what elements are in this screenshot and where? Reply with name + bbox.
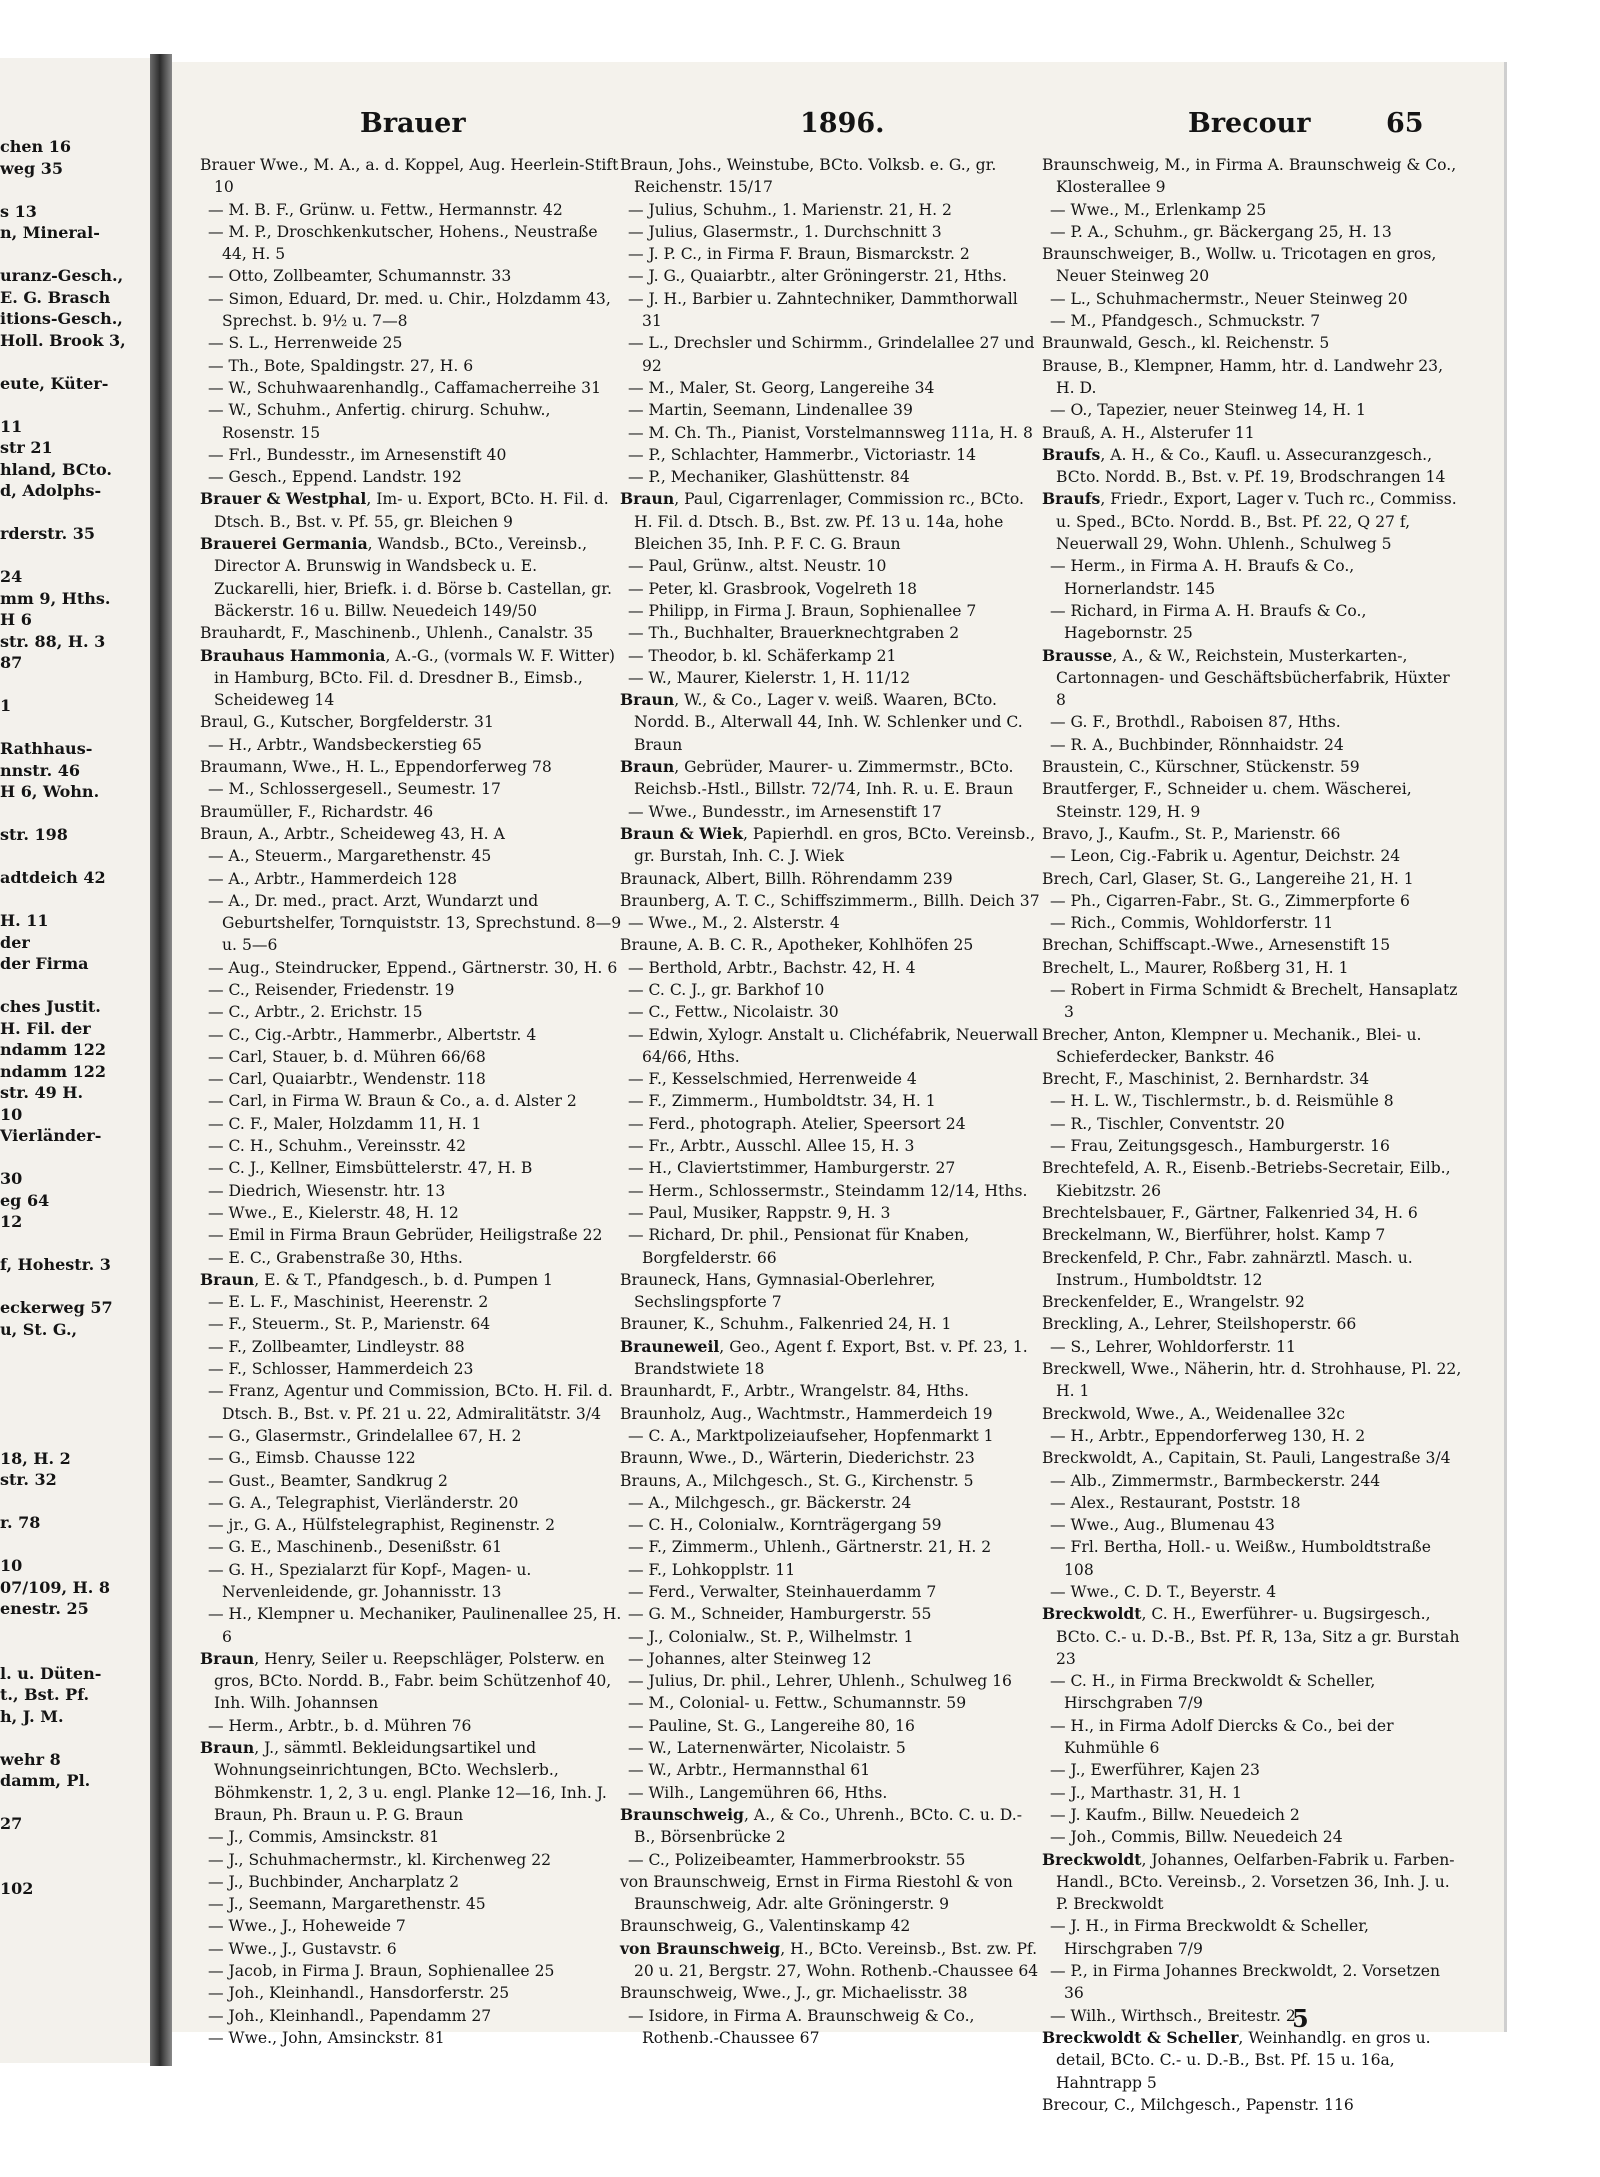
directory-entry: Brausse, A., & W., Reichstein, Musterkarten-, Cartonnagen- und Geschäftsbücherfabrik, Hüxter 8 bbox=[1042, 645, 1450, 710]
book-gutter bbox=[150, 54, 172, 2066]
facing-page-line: eute, Küter- bbox=[0, 373, 109, 393]
facing-page-line: 18, H. 2 bbox=[0, 1448, 71, 1468]
directory-entry: — W., Laternenwärter, Nicolaistr. 5 bbox=[628, 1739, 906, 1758]
directory-entry: — G. E., Maschinenb., Desenißstr. 61 bbox=[208, 1538, 502, 1557]
header-right-word: Brecour bbox=[1188, 108, 1311, 139]
directory-entry: Bravo, J., Kaufm., St. P., Marienstr. 66 bbox=[1042, 824, 1341, 843]
directory-entry: Breckwoldt, C. H., Ewerführer- u. Bugsirgesch., BCto. C.- u. D.-B., Bst. Pf. R, 13a, Sitz a gr. Burstah 23 bbox=[1042, 1604, 1460, 1668]
directory-entry: — M., Maler, St. Georg, Langereihe 34 bbox=[628, 378, 935, 397]
facing-page-line: str. 198 bbox=[0, 825, 68, 844]
directory-entry: — F., Schlosser, Hammerdeich 23 bbox=[208, 1360, 474, 1379]
directory-entry: Brech, Carl, Glaser, St. G., Langereihe 21, H. 1 bbox=[1042, 869, 1414, 888]
directory-entry: — M. B. F., Grünw. u. Fettw., Hermannstr. 42 bbox=[208, 200, 563, 219]
directory-entry: Braunschweig, M., in Firma A. Braunschweig & Co., Klosterallee 9 bbox=[1042, 156, 1457, 197]
directory-entry: — J., Marthastr. 31, H. 1 bbox=[1050, 1783, 1242, 1802]
directory-entry: — M., Colonial- u. Fettw., Schumannstr. 59 bbox=[628, 1694, 967, 1713]
facing-page-line: eckerweg 57 bbox=[0, 1298, 113, 1317]
directory-entry: — Wwe., J., Gustavstr. 6 bbox=[208, 1939, 397, 1958]
directory-entry: — Paul, Musiker, Rappstr. 9, H. 3 bbox=[628, 1203, 891, 1222]
facing-page-line: mm 9, Hths. bbox=[0, 588, 111, 608]
facing-page-lines bbox=[0, 136, 152, 1899]
directory-entry: — Ferd., Verwalter, Steinhauerdamm 7 bbox=[628, 1583, 937, 1601]
directory-entry: von Braunschweig, H., BCto. Vereinsb., Bst. zw. Pf. 20 u. 21, Bergstr. 27, Wohn. Rothenb.-Chaussee 64 bbox=[620, 1938, 1039, 1981]
directory-entry: — Robert in Firma Schmidt & Brechelt, Hansaplatz 3 bbox=[1050, 980, 1458, 1022]
facing-page-line: str. 88, H. 3 bbox=[0, 631, 106, 651]
directory-entry: Braun, Paul, Cigarrenlager, Commission rc., BCto. H. Fil. d. Dtsch. B., Bst. zw. Pf. 13 u. 14a, hohe Bleichen 35, Inh. P. F. C. G. Braun bbox=[620, 489, 1024, 554]
directory-entry: Brauß, A. H., Alsterufer 11 bbox=[1042, 423, 1255, 442]
facing-page-line bbox=[0, 545, 152, 567]
directory-entry: Brauhardt, F., Maschinenb., Uhlenh., Canalstr. 35 bbox=[200, 624, 594, 643]
directory-entry: — A., Milchgesch., gr. Bäckerstr. 24 bbox=[628, 1493, 912, 1512]
directory-entry: — Wwe., Bundesstr., im Arnesenstift 17 bbox=[628, 802, 942, 821]
facing-page-line: t., Bst. Pf. bbox=[0, 1685, 90, 1704]
directory-entry: — Wwe., Aug., Blumenau 43 bbox=[1050, 1516, 1275, 1535]
facing-page-line bbox=[0, 1835, 152, 1857]
directory-entry: Brechan, Schiffscapt.-Wwe., Arnesenstift 15 bbox=[1042, 936, 1391, 955]
facing-page-line: str. 49 H. bbox=[0, 1083, 84, 1102]
facing-page-line: n, Mineral- bbox=[0, 223, 100, 242]
directory-entry: — H., in Firma Adolf Diercks & Co., bei der Kuhmühle 6 bbox=[1050, 1716, 1394, 1758]
directory-entry: Braunberg, A. T. C., Schiffszimmerm., Billh. Deich 37 bbox=[620, 891, 1040, 910]
directory-entry: — Martin, Seemann, Lindenallee 39 bbox=[628, 401, 913, 420]
directory-entry: Breckwoldt & Scheller, Weinhandlg. en gros u. detail, BCto. C.- u. D.-B., Bst. Pf. 15 u. 16a, Hahntrapp 5 bbox=[1042, 2027, 1431, 2092]
directory-entry: Brauns, A., Milchgesch., St. G., Kirchenstr. 5 bbox=[620, 1471, 974, 1490]
facing-page-line: 27 bbox=[0, 1814, 23, 1833]
directory-entry: — P. A., Schuhm., gr. Bäckergang 25, H. 13 bbox=[1050, 222, 1392, 241]
directory-entry: — Richard, in Firma A. H. Braufs & Co., Hagebornstr. 25 bbox=[1050, 601, 1367, 643]
facing-page-line: str. 32 bbox=[0, 1470, 57, 1489]
directory-entry: — Gesch., Eppend. Landstr. 192 bbox=[208, 468, 462, 487]
directory-entry: — Richard, Dr. phil., Pensionat für Knaben, Borgfelderstr. 66 bbox=[628, 1226, 970, 1267]
directory-entry: — C. J., Kellner, Eimsbüttelerstr. 47, H. B bbox=[208, 1159, 533, 1178]
directory-entry: — Wwe., E., Kielerstr. 48, H. 12 bbox=[208, 1203, 459, 1222]
facing-page-line bbox=[0, 1276, 152, 1298]
directory-entry: — P., in Firma Johannes Breckwoldt, 2. Vorsetzen 36 bbox=[1050, 1962, 1440, 2003]
directory-entry: — L., Drechsler und Schirmm., Grindelallee 27 und 92 bbox=[628, 334, 1035, 375]
facing-page-line: itions-Gesch., bbox=[0, 309, 123, 328]
directory-entry: Braumann, Wwe., H. L., Eppendorferweg 78 bbox=[200, 758, 552, 777]
directory-entry: — Jacob, in Firma J. Braun, Sophienallee 25 bbox=[208, 1962, 555, 1981]
directory-entry: — A., Arbtr., Hammerdeich 128 bbox=[208, 869, 458, 888]
directory-entry: — F., Zimmerm., Uhlenh., Gärtnerstr. 21, H. 2 bbox=[628, 1538, 992, 1557]
directory-entry: — Herm., Arbtr., b. d. Mühren 76 bbox=[208, 1716, 472, 1735]
directory-entry: Braunn, Wwe., D., Wärterin, Diederichstr. 23 bbox=[620, 1449, 975, 1468]
directory-entry: — F., Kesselschmied, Herrenweide 4 bbox=[628, 1070, 917, 1089]
directory-entry: Breckwell, Wwe., Näherin, htr. d. Strohhause, Pl. 22, H. 1 bbox=[1042, 1360, 1462, 1401]
facing-page-line bbox=[0, 717, 152, 739]
directory-entry: — Philipp, in Firma J. Braun, Sophienallee 7 bbox=[628, 601, 977, 620]
directory-entry: — Carl, Quaiarbtr., Wendenstr. 118 bbox=[208, 1070, 486, 1089]
directory-entry: von Braunschweig, Ernst in Firma Riestohl & von Braunschweig, Adr. alte Gröningerstr. 9 bbox=[620, 1872, 1013, 1914]
directory-entry: — H., Klempner u. Mechaniker, Paulinenallee 25, H. 6 bbox=[208, 1605, 622, 1646]
directory-entry: — J. P. C., in Firma F. Braun, Bismarckstr. 2 bbox=[628, 245, 970, 264]
directory-entry: — Alb., Zimmermstr., Barmbeckerstr. 244 bbox=[1050, 1471, 1381, 1490]
directory-entry: Brecour, C., Milchgesch., Papenstr. 116 bbox=[1042, 2095, 1354, 2114]
facing-page-line: wehr 8 bbox=[0, 1749, 61, 1769]
directory-entry: — Otto, Zollbeamter, Schumannstr. 33 bbox=[208, 267, 512, 286]
directory-entry: Braunschweig, G., Valentinskamp 42 bbox=[620, 1917, 911, 1936]
directory-entry: — Peter, kl. Grasbrook, Vogelreth 18 bbox=[628, 579, 918, 598]
directory-entry: — Th., Bote, Spaldingstr. 27, H. 6 bbox=[208, 356, 474, 375]
facing-page-line: der bbox=[0, 932, 30, 952]
directory-entry: — W., Schuhwaarenhandlg., Caffamacherreihe 31 bbox=[208, 378, 602, 397]
directory-entry: Braun, Johs., Weinstube, BCto. Volksb. e. G., gr. Reichenstr. 15/17 bbox=[620, 156, 997, 197]
directory-entry: — L., Schuhmachermstr., Neuer Steinweg 20 bbox=[1050, 289, 1408, 308]
facing-page-line bbox=[0, 351, 152, 373]
directory-entry: — C. C. J., gr. Barkhof 10 bbox=[628, 980, 825, 999]
directory-entry: Breckwoldt, Johannes, Oelfarben-Fabrik u. Farben-Handl., BCto. Vereinsb., 2. Vorsetzen 36, Inh. J. u. P. Breckwoldt bbox=[1042, 1849, 1455, 1914]
directory-entry: — M., Schlossergesell., Seumestr. 17 bbox=[208, 780, 501, 799]
facing-page-fragment bbox=[0, 58, 152, 2063]
directory-entry: — Wilh., Langemühren 66, Hths. bbox=[628, 1783, 888, 1802]
directory-entry: Breckenfeld, P. Chr., Fabr. zahnärztl. Masch. u. Instrum., Humboldtstr. 12 bbox=[1042, 1248, 1413, 1289]
directory-entry: — Wwe., John, Amsinckstr. 81 bbox=[208, 2028, 445, 2047]
facing-page-line bbox=[0, 244, 152, 266]
directory-entry: Braun, W., & Co., Lager v. weiß. Waaren, BCto. Nordd. B., Alterwall 44, Inh. W. Schlenker und C. Braun bbox=[620, 690, 1023, 754]
directory-entry: — M. Ch. Th., Pianist, Vorstelmannsweg 111a, H. 8 bbox=[628, 423, 1033, 442]
directory-entry: Braun, Gebrüder, Maurer- u. Zimmermstr., BCto. Reichsb.-Hstl., Billstr. 72/74, Inh. R. u. E. Braun bbox=[620, 757, 1014, 799]
facing-page-line: 1 bbox=[0, 696, 12, 715]
directory-entry: — A., Dr. med., pract. Arzt, Wundarzt und Geburtshelfer, Tornquiststr. 13, Sprechstund. 8—9 u. 5—6 bbox=[208, 891, 622, 955]
directory-entry: — S. L., Herrenweide 25 bbox=[208, 334, 403, 353]
directory-entry: — J. Kaufm., Billw. Neuedeich 2 bbox=[1050, 1805, 1300, 1824]
facing-page-line: Vierländer- bbox=[0, 1126, 102, 1145]
directory-entry: Braunholz, Aug., Wachtmstr., Hammerdeich 19 bbox=[620, 1404, 993, 1423]
facing-page-line: 10 bbox=[0, 1104, 23, 1124]
directory-entry: — J., Commis, Amsinckstr. 81 bbox=[208, 1828, 440, 1847]
directory-entry: — Emil in Firma Braun Gebrüder, Heiligstraße 22 bbox=[208, 1226, 603, 1245]
facing-page-line bbox=[0, 1792, 152, 1814]
directory-entry: — F., Steuerm., St. P., Marienstr. 64 bbox=[208, 1315, 491, 1334]
facing-page-line bbox=[0, 975, 152, 997]
directory-entry: — Edwin, Xylogr. Anstalt u. Clichéfabrik, Neuerwall 64/66, Hths. bbox=[628, 1025, 1039, 1066]
directory-entry: — A., Steuerm., Margarethenstr. 45 bbox=[208, 847, 492, 866]
directory-entry: — J., Buchbinder, Ancharplatz 2 bbox=[208, 1872, 460, 1891]
directory-entry: — J., Seemann, Margarethenstr. 45 bbox=[208, 1895, 486, 1914]
directory-entry: — P., Schlachter, Hammerbr., Victoriastr. 14 bbox=[628, 445, 977, 464]
facing-page-line bbox=[0, 394, 152, 416]
directory-entry: — Joh., Commis, Billw. Neuedeich 24 bbox=[1050, 1828, 1343, 1847]
facing-page-line bbox=[0, 1340, 152, 1362]
directory-entry: — E. C., Grabenstraße 30, Hths. bbox=[208, 1248, 463, 1267]
facing-page-line: der Firma bbox=[0, 954, 89, 973]
directory-entry: — Fr., Arbtr., Ausschl. Allee 15, H. 3 bbox=[628, 1137, 915, 1156]
directory-entry: — Carl, Stauer, b. d. Mühren 66/68 bbox=[208, 1047, 486, 1066]
directory-entry: — Leon, Cig.-Fabrik u. Agentur, Deichstr. 24 bbox=[1050, 847, 1401, 866]
facing-page-line: 12 bbox=[0, 1212, 23, 1231]
directory-entry: — Alex., Restaurant, Poststr. 18 bbox=[1050, 1493, 1301, 1512]
directory-entry: — O., Tapezier, neuer Steinweg 14, H. 1 bbox=[1050, 401, 1366, 420]
facing-page-line bbox=[0, 889, 152, 911]
directory-entry: Braul, G., Kutscher, Borgfelderstr. 31 bbox=[200, 713, 494, 732]
directory-entry: — E. L. F., Maschinist, Heerenstr. 2 bbox=[208, 1293, 489, 1312]
directory-entry: Braustein, C., Kürschner, Stückenstr. 59 bbox=[1042, 758, 1360, 777]
directory-entry: — Joh., Kleinhandl., Papendamm 27 bbox=[208, 2006, 492, 2025]
directory-entry: — M., Pfandgesch., Schmuckstr. 7 bbox=[1050, 312, 1321, 331]
facing-page-line bbox=[0, 1534, 152, 1556]
directory-entry: — C., Polizeibeamter, Hammerbrookstr. 55 bbox=[628, 1850, 966, 1869]
directory-entry: — J. H., Barbier u. Zahntechniker, Dammthorwall 31 bbox=[628, 289, 1018, 331]
facing-page-line: Holl. Brook 3, bbox=[0, 330, 126, 350]
directory-entry: — Theodor, b. kl. Schäferkamp 21 bbox=[628, 646, 897, 665]
facing-page-line bbox=[0, 502, 152, 524]
facing-page-line: s 13 bbox=[0, 201, 37, 221]
facing-page-line: l. u. Düten- bbox=[0, 1663, 102, 1683]
facing-page-line: 11 bbox=[0, 416, 23, 436]
directory-entry: — W., Schuhm., Anfertig. chirurg. Schuhw., Rosenstr. 15 bbox=[208, 401, 551, 442]
directory-entry: Braun, Henry, Seiler u. Reepschläger, Polsterw. en gros, BCto. Nordd. B., Fabr. beim Schützenhof 40, Inh. Wilh. Johannsen bbox=[200, 1648, 612, 1713]
facing-page-line: 07/109, H. 8 bbox=[0, 1577, 111, 1597]
directory-entry: — J. H., in Firma Breckwoldt & Scheller, Hirschgraben 7/9 bbox=[1050, 1917, 1369, 1958]
facing-page-line: 30 bbox=[0, 1169, 23, 1188]
directory-entry: — J. G., Quaiarbtr., alter Gröningerstr. 21, Hths. bbox=[628, 267, 1007, 286]
directory-entry: — G., Eimsb. Chausse 122 bbox=[208, 1449, 416, 1468]
directory-entry: — C., Cig.-Arbtr., Hammerbr., Albertstr. 4 bbox=[208, 1025, 537, 1044]
directory-entry: — J., Colonialw., St. P., Wilhelmstr. 1 bbox=[628, 1627, 914, 1646]
signature-mark: 5 bbox=[1292, 2004, 1309, 2033]
facing-page-line: nnstr. 46 bbox=[0, 760, 81, 780]
directory-entry: — Frau, Zeitungsgesch., Hamburgerstr. 16 bbox=[1050, 1137, 1390, 1156]
directory-entry: — Julius, Schuhm., 1. Marienstr. 21, H. 2 bbox=[628, 200, 952, 219]
facing-page-line: u, St. G., bbox=[0, 1319, 78, 1339]
directory-entry: — Joh., Kleinhandl., Hansdorferstr. 25 bbox=[208, 1984, 510, 2003]
directory-entry: Brauer & Westphal, Im- u. Export, BCto. H. Fil. d. Dtsch. B., Bst. v. Pf. 55, gr. Bleichen 9 bbox=[200, 489, 609, 531]
directory-entry: — Johannes, alter Steinweg 12 bbox=[628, 1649, 872, 1668]
running-header bbox=[172, 108, 1504, 148]
directory-entry: Braun, E. & T., Pfandgesch., b. d. Pumpen 1 bbox=[200, 1269, 553, 1289]
facing-page-line: eg 64 bbox=[0, 1190, 50, 1210]
directory-entry: — F., Zimmerm., Humboldtstr. 34, H. 1 bbox=[628, 1092, 936, 1111]
facing-page-line bbox=[0, 1405, 152, 1427]
directory-entry: — C., Reisender, Friedenstr. 19 bbox=[208, 980, 455, 999]
directory-entry: Braunschweig, Wwe., J., gr. Michaelisstr. 38 bbox=[620, 1984, 968, 2003]
directory-entry: Brechtefeld, A. R., Eisenb.-Betriebs-Secretair, Eilb., Kiebitzstr. 26 bbox=[1042, 1159, 1451, 1200]
facing-page-line: ndamm 122 bbox=[0, 1040, 107, 1059]
facing-page-line: weg 35 bbox=[0, 158, 63, 178]
directory-entry: Braufs, Friedr., Export, Lager v. Tuch rc., Commiss. u. Sped., BCto. Nordd. B., Bst. Pf. 22, Q 27 f, Neuerwall 29, Wohn. Uhlenh., Schulweg 5 bbox=[1042, 489, 1457, 554]
facing-page-line: H 6, Wohn. bbox=[0, 782, 100, 801]
directory-entry: — Diedrich, Wiesenstr. htr. 13 bbox=[208, 1181, 446, 1200]
facing-page-line: 10 bbox=[0, 1556, 23, 1575]
facing-page-line: ndamm 122 bbox=[0, 1061, 107, 1081]
facing-page-line bbox=[0, 1641, 152, 1663]
facing-page-line: 102 bbox=[0, 1878, 34, 1898]
facing-page-line: str 21 bbox=[0, 438, 53, 457]
facing-page-line bbox=[0, 1727, 152, 1749]
directory-entry: — Franz, Agentur und Commission, BCto. H. Fil. d. Dtsch. B., Bst. v. Pf. 21 u. 22, Admiralitätstr. 3/4 bbox=[208, 1382, 613, 1423]
directory-entry: Breckwold, Wwe., A., Weidenallee 32c bbox=[1042, 1404, 1346, 1423]
directory-entry: Braunack, Albert, Billh. Röhrendamm 239 bbox=[620, 869, 953, 888]
facing-page-line bbox=[0, 846, 152, 868]
directory-entry: — Julius, Dr. phil., Lehrer, Uhlenh., Schulweg 16 bbox=[628, 1672, 1012, 1691]
directory-entry: — C., Arbtr., 2. Erichstr. 15 bbox=[208, 1003, 423, 1022]
directory-entry: Brautferger, F., Schneider u. chem. Wäscherei, Steinstr. 129, H. 9 bbox=[1042, 780, 1412, 821]
facing-page-line bbox=[0, 1491, 152, 1513]
directory-entry: — R., Tischler, Conventstr. 20 bbox=[1050, 1114, 1285, 1133]
facing-page-line: adtdeich 42 bbox=[0, 868, 106, 887]
directory-entry: Braufs, A. H., & Co., Kaufl. u. Assecuranzgesch., BCto. Nordd. B., Bst. v. Pf. 19, Brodschrangen 14 bbox=[1042, 444, 1446, 487]
directory-entry: Braunhardt, F., Arbtr., Wrangelstr. 84, Hths. bbox=[620, 1382, 969, 1401]
directory-entry: — Paul, Grünw., altst. Neustr. 10 bbox=[628, 557, 887, 576]
directory-entry: — Rich., Commis, Wohldorferstr. 11 bbox=[1050, 914, 1334, 933]
facing-page-line bbox=[0, 674, 152, 696]
directory-entry: — Wwe., M., 2. Alsterstr. 4 bbox=[628, 914, 840, 933]
directory-entry: — Carl, in Firma W. Braun & Co., a. d. Alster 2 bbox=[208, 1092, 577, 1111]
directory-entry: — Ferd., photograph. Atelier, Speersort 24 bbox=[628, 1114, 966, 1133]
directory-entry: — J., Ewerführer, Kajen 23 bbox=[1050, 1761, 1260, 1780]
directory-column-2 bbox=[620, 154, 1042, 2049]
facing-page-line: 87 bbox=[0, 653, 23, 672]
directory-entry: — C. H., Colonialw., Kornträgergang 59 bbox=[628, 1516, 942, 1535]
directory-entry: Braun & Wiek, Papierhdl. en gros, BCto. Vereinsb., gr. Burstah, Inh. C. J. Wiek bbox=[620, 823, 1036, 866]
directory-entry: Braun, A., Arbtr., Scheideweg 43, H. A bbox=[200, 824, 505, 843]
facing-page-line: E. G. Brasch bbox=[0, 287, 111, 307]
directory-entry: — Pauline, St. G., Langereihe 80, 16 bbox=[628, 1716, 915, 1735]
directory-entry: — Simon, Eduard, Dr. med. u. Chir., Holzdamm 43, Sprechst. b. 9½ u. 7—8 bbox=[208, 289, 611, 331]
directory-page bbox=[172, 62, 1507, 2114]
directory-entry: Brauner, K., Schuhm., Falkenried 24, H. 1 bbox=[620, 1315, 952, 1334]
facing-page-line: H 6 bbox=[0, 610, 32, 629]
facing-page-line: H. 11 bbox=[0, 911, 49, 930]
page-number: 65 bbox=[1386, 108, 1424, 139]
facing-page-line: rderstr. 35 bbox=[0, 524, 95, 543]
facing-page-line: h, J. M. bbox=[0, 1706, 64, 1726]
directory-entry: Braunschweiger, B., Wollw. u. Tricotagen en gros, Neuer Steinweg 20 bbox=[1042, 245, 1437, 286]
facing-page-line bbox=[0, 1383, 152, 1405]
facing-page-line bbox=[0, 1233, 152, 1255]
directory-entry: Braune, A. B. C. R., Apotheker, Kohlhöfen 25 bbox=[620, 936, 974, 955]
directory-entry: — Th., Buchhalter, Brauerknechtgraben 2 bbox=[628, 624, 960, 643]
directory-entry: Brauneck, Hans, Gymnasial-Oberlehrer, Sechslingspforte 7 bbox=[620, 1270, 936, 1312]
directory-entry: — Gust., Beamter, Sandkrug 2 bbox=[208, 1471, 448, 1490]
directory-entry: — Ph., Cigarren-Fabr., St. G., Zimmerpforte 6 bbox=[1050, 891, 1410, 910]
facing-page-line: uranz-Gesch., bbox=[0, 266, 124, 285]
directory-entry: — J., Schuhmachermstr., kl. Kirchenweg 22 bbox=[208, 1850, 552, 1869]
facing-page-line: Rathhaus- bbox=[0, 739, 93, 758]
directory-entry: Brechelt, L., Maurer, Roßberg 31, H. 1 bbox=[1042, 958, 1349, 977]
directory-entry: Breckelmann, W., Bierführer, holst. Kamp 7 bbox=[1042, 1226, 1386, 1245]
facing-page-line: ches Justit. bbox=[0, 997, 101, 1016]
header-left-word: Brauer bbox=[360, 108, 466, 139]
directory-entry: — S., Lehrer, Wohldorferstr. 11 bbox=[1050, 1337, 1296, 1356]
directory-entry: — Wwe., J., Hoheweide 7 bbox=[208, 1917, 406, 1936]
directory-entry: — G. H., Spezialarzt für Kopf-, Magen- u. Nervenleidende, gr. Johannisstr. 13 bbox=[208, 1560, 532, 1601]
directory-entry: Breckenfelder, E., Wrangelstr. 92 bbox=[1042, 1293, 1305, 1312]
directory-entry: — C. F., Maler, Holzdamm 11, H. 1 bbox=[208, 1114, 482, 1133]
facing-page-line bbox=[0, 1620, 152, 1642]
directory-entry: Brauer Wwe., M. A., a. d. Koppel, Aug. Heerlein-Stift 10 bbox=[200, 156, 619, 197]
directory-entry: Breckwoldt, A., Capitain, St. Pauli, Langestraße 3/4 bbox=[1042, 1449, 1451, 1468]
directory-entry: Braunschweig, A., & Co., Uhrenh., BCto. C. u. D.-B., Börsenbrücke 2 bbox=[620, 1804, 1022, 1847]
facing-page-line bbox=[0, 179, 152, 201]
directory-entry: — Wwe., M., Erlenkamp 25 bbox=[1050, 200, 1267, 219]
directory-entry: — W., Arbtr., Hermannsthal 61 bbox=[628, 1761, 871, 1780]
directory-column-1 bbox=[200, 154, 622, 2049]
directory-entry: — H., Arbtr., Eppendorferweg 130, H. 2 bbox=[1050, 1426, 1366, 1445]
directory-entry: — C. H., Schuhm., Vereinsstr. 42 bbox=[208, 1137, 467, 1156]
directory-entry: — G. F., Brothdl., Raboisen 87, Hths. bbox=[1050, 713, 1341, 732]
directory-entry: — Berthold, Arbtr., Bachstr. 42, H. 4 bbox=[628, 958, 916, 977]
facing-page-line: hland, BCto. bbox=[0, 459, 112, 479]
directory-entry: — G. A., Telegraphist, Vierländerstr. 20 bbox=[208, 1493, 519, 1512]
directory-entry: — P., Mechaniker, Glashüttenstr. 84 bbox=[628, 468, 910, 487]
directory-entry: — C. A., Marktpolizeiaufseher, Hopfenmarkt 1 bbox=[628, 1426, 994, 1445]
directory-entry: — jr., G. A., Hülfstelegraphist, Reginenstr. 2 bbox=[208, 1516, 556, 1535]
directory-entry: — Isidore, in Firma A. Braunschweig & Co., Rothenb.-Chaussee 67 bbox=[628, 2006, 975, 2047]
header-year: 1896. bbox=[800, 108, 885, 139]
directory-entry: Brauerei Germania, Wandsb., BCto., Vereinsb., Director A. Brunswig in Wandsbeck u. E. Zuckarelli, hier, Briefk. i. d. Börse b. Castellan, gr. Bäckerstr. 16 u. Billw. Neuedeich 149/50 bbox=[200, 534, 612, 620]
directory-entry: — C. H., in Firma Breckwoldt & Scheller, Hirschgraben 7/9 bbox=[1050, 1672, 1376, 1713]
directory-entry: — G. M., Schneider, Hamburgerstr. 55 bbox=[628, 1605, 932, 1624]
directory-entry: Brause, B., Klempner, Hamm, htr. d. Landwehr 23, H. D. bbox=[1042, 356, 1444, 397]
directory-entry: — Herm., Schlossermstr., Steindamm 12/14, Hths. bbox=[628, 1181, 1028, 1200]
facing-page-line bbox=[0, 1856, 152, 1878]
directory-entry: — C., Fettw., Nicolaistr. 30 bbox=[628, 1003, 839, 1022]
directory-entry: — Julius, Glasermstr., 1. Durchschnitt 3 bbox=[628, 222, 942, 241]
facing-page-line bbox=[0, 1362, 152, 1384]
directory-entry: — Wilh., Wirthsch., Breitestr. 2 bbox=[1050, 2006, 1296, 2025]
directory-entry: — Herm., in Firma A. H. Braufs & Co., Hornerlandstr. 145 bbox=[1050, 557, 1355, 598]
facing-page-line: damm, Pl. bbox=[0, 1771, 91, 1790]
facing-page-line bbox=[0, 1147, 152, 1169]
directory-column-3 bbox=[1042, 154, 1464, 2116]
directory-entry: — Aug., Steindrucker, Eppend., Gärtnerstr. 30, H. 6 bbox=[208, 958, 618, 977]
directory-entry: — Frl. Bertha, Holl.- u. Weißw., Humboldtstraße 108 bbox=[1050, 1538, 1431, 1579]
directory-entry: Braumüller, F., Richardstr. 46 bbox=[200, 802, 434, 821]
facing-page-line bbox=[0, 803, 152, 825]
directory-entry: Brauhaus Hammonia, A.-G., (vormals W. F. Witter) in Hamburg, BCto. Fil. d. Dresdner B., Eimsb., Scheideweg 14 bbox=[200, 645, 615, 710]
directory-entry: — F., Zollbeamter, Lindleystr. 88 bbox=[208, 1337, 465, 1356]
directory-entry: Breckling, A., Lehrer, Steilshoperstr. 66 bbox=[1042, 1315, 1357, 1334]
directory-entry: — R. A., Buchbinder, Rönnhaidstr. 24 bbox=[1050, 735, 1344, 754]
directory-entry: Braunwald, Gesch., kl. Reichenstr. 5 bbox=[1042, 334, 1330, 353]
facing-page-line: r. 78 bbox=[0, 1513, 41, 1532]
directory-entry: Brauneweil, Geo., Agent f. Export, Bst. v. Pf. 23, 1. Brandstwiete 18 bbox=[620, 1336, 1028, 1379]
directory-entry: Brechtelsbauer, F., Gärtner, Falkenried 34, H. 6 bbox=[1042, 1203, 1418, 1222]
directory-entry: Brecher, Anton, Klempner u. Mechanik., Blei- u. Schieferdecker, Bankstr. 46 bbox=[1042, 1025, 1422, 1066]
directory-entry: — Wwe., C. D. T., Beyerstr. 4 bbox=[1050, 1583, 1277, 1601]
facing-page-line: f, Hohestr. 3 bbox=[0, 1255, 111, 1274]
facing-page-line: enestr. 25 bbox=[0, 1599, 89, 1618]
directory-entry: — F., Lohkopplstr. 11 bbox=[628, 1560, 796, 1579]
facing-page-line: H. Fil. der bbox=[0, 1018, 91, 1038]
facing-page-line bbox=[0, 1426, 152, 1448]
facing-page-line: d, Adolphs- bbox=[0, 481, 102, 500]
directory-entry: — G., Glasermstr., Grindelallee 67, H. 2 bbox=[208, 1426, 522, 1445]
directory-entry: — H., Arbtr., Wandsbeckerstieg 65 bbox=[208, 735, 482, 754]
directory-entry: Braun, J., sämmtl. Bekleidungsartikel und Wohnungseinrichtungen, BCto. Wechslerb., Böhmkenstr. 1, 2, 3 u. engl. Planke 12—16, Inh. J. Braun, Ph. Braun u. P. G. Braun bbox=[200, 1738, 607, 1824]
directory-entry: Brecht, F., Maschinist, 2. Bernhardstr. 34 bbox=[1042, 1070, 1370, 1089]
facing-page-line: 24 bbox=[0, 567, 23, 586]
directory-entry: — W., Maurer, Kielerstr. 1, H. 11/12 bbox=[628, 668, 911, 687]
facing-page-line: chen 16 bbox=[0, 137, 72, 156]
directory-entry: — Frl., Bundesstr., im Arnesenstift 40 bbox=[208, 445, 507, 464]
directory-entry: — M. P., Droschkenkutscher, Hohens., Neustraße 44, H. 5 bbox=[208, 222, 598, 264]
directory-entry: — H. L. W., Tischlermstr., b. d. Reismühle 8 bbox=[1050, 1092, 1394, 1111]
directory-entry: — H., Claviertstimmer, Hamburgerstr. 27 bbox=[628, 1159, 956, 1178]
